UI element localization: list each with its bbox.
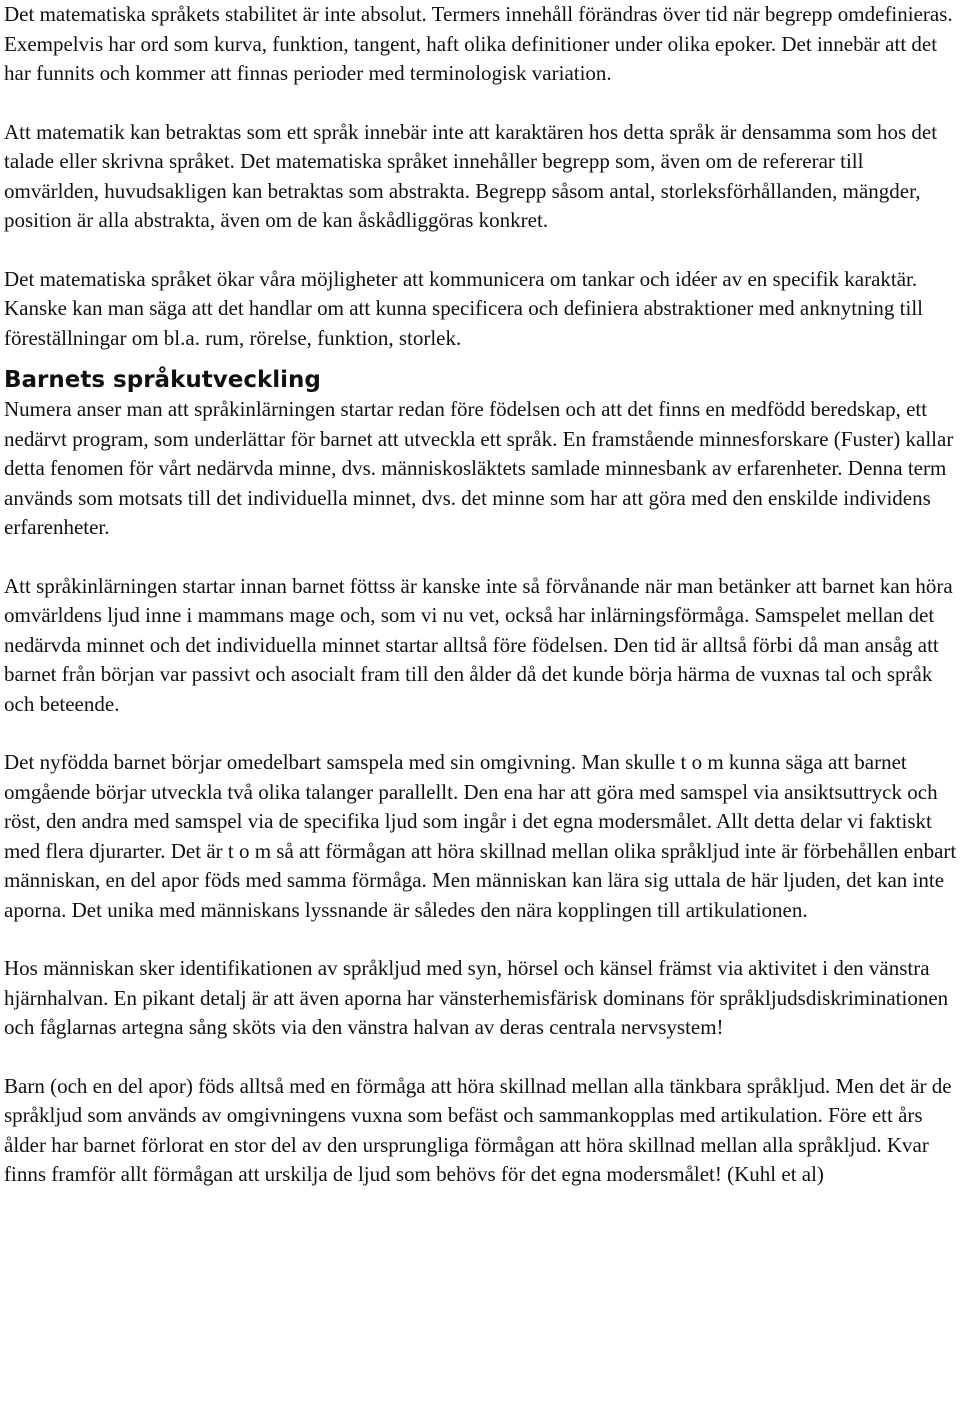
paragraph-speech-sounds: Barn (och en del apor) föds alltså med en förmåga att höra skillnad mellan alla tänkbara språkljud. Men det är de språkljud som används av omgivningens vuxna som befäst och sammankopplas med artikulation. Före ett års ålder har barnet förlorat en stor del av den ursprungliga förmågan att höra skillnad mellan alla språkljud. Kvar finns framför allt förmågan att urskilja de ljud som behövs för det egna modersmålet! (Kuhl et al) [4,1073,952,1186]
paragraph-innate-readiness: Numera anser man att språkinlärningen startar redan före födelsen och att det finns en medfödd beredskap, ett nedärvt program, som underlättar för barnet att utveckla ett språk. En framstående minnesforskare (Fuster) kallar detta fenomen för vårt nedärvda minne, dvs. människosläktets samlade minnesbank av erfarenheter. Denna term används som motsats till det individuella minnet, dvs. det minne som har att göra med den enskilde individens erfarenheter. [4,397,954,539]
paragraph-communication: Det matematiska språket ökar våra möjligheter att kommunicera om tankar och idéer av en specifik karaktär. Kanske kan man säga att det handlar om att kunna specificera och definiera abstraktioner med anknytning till föreställningar om bl.a. rum, rörelse, funktion, storlek. [4,266,924,350]
paragraph-newborn-interaction: Det nyfödda barnet börjar omedelbart samspela med sin omgivning. Man skulle t o m kunna säga att barnet omgående börjar utveckla två olika talanger parallellt. Den ena har att göra med samspel via ansiktsuttryck och röst, den andra med samspel via de specifika ljud som ingår i det egna modersmålet. Allt detta delar vi faktiskt med flera djurarter. Det är t o m så att förmågan att höra skillnad mellan olika språkljud inte är förbehållen enbart människan, en del apor föds med samma förmåga. Men människan kan lära sig uttala de här ljuden, det kan inte aporna. Det unika med människans lyssnande är således den nära kopplingen till artikulationen. [4,750,957,922]
paragraph-prenatal-learning: Att språkinlärningen startar innan barnet föttss är kanske inte så förvånande när man betänker att barnet kan höra omvärldens ljud inne i mammans mage och, som vi nu vet, också har inlärningsförmåga. Samspelet mellan det nedärvda minnet och det individuella minnet startar alltså före födelsen. Den tid är alltså förbi då man ansåg att barnet från början var passivt och asocialt fram till den ålder då det kunde börja härma de vuxnas tal och språk och beteende. [4,573,953,716]
paragraph-terminology: Det matematiska språkets stabilitet är inte absolut. Termers innehåll förändras över tid när begrepp omdefinieras. Exempelvis har ord som kurva, funktion, tangent, haft olika definitioner under olika epoker. Det innebär att det har funnits och kommer att finnas perioder med terminologisk variation. [4,2,953,85]
paragraph-math-as-language: Att matematik kan betraktas som ett språk innebär inte att karaktären hos detta språk är densamma som hos det talade eller skrivna språket. Det matematiska språket innehåller begrepp som, även om de refererar till omvärlden, huvudsakligen kan betraktas som abstrakta. Begrepp såsom antal, storleksförhållanden, mängder, position är alla abstrakta, även om de kan åskådliggöras konkret. [4,119,938,232]
paragraph-left-hemisphere: Hos människan sker identifikationen av språkljud med syn, hörsel och känsel främst via aktivitet i den vänstra hjärnhalvan. En pikant detalj är att även aporna har vänsterhemisfärisk dominans för språkljudsdiskriminationen och fåglarnas artegna sång sköts via den vänstra halvan av deras centrala nervsystem! [4,956,949,1039]
section-heading: Barnets språkutveckling [4,367,321,393]
